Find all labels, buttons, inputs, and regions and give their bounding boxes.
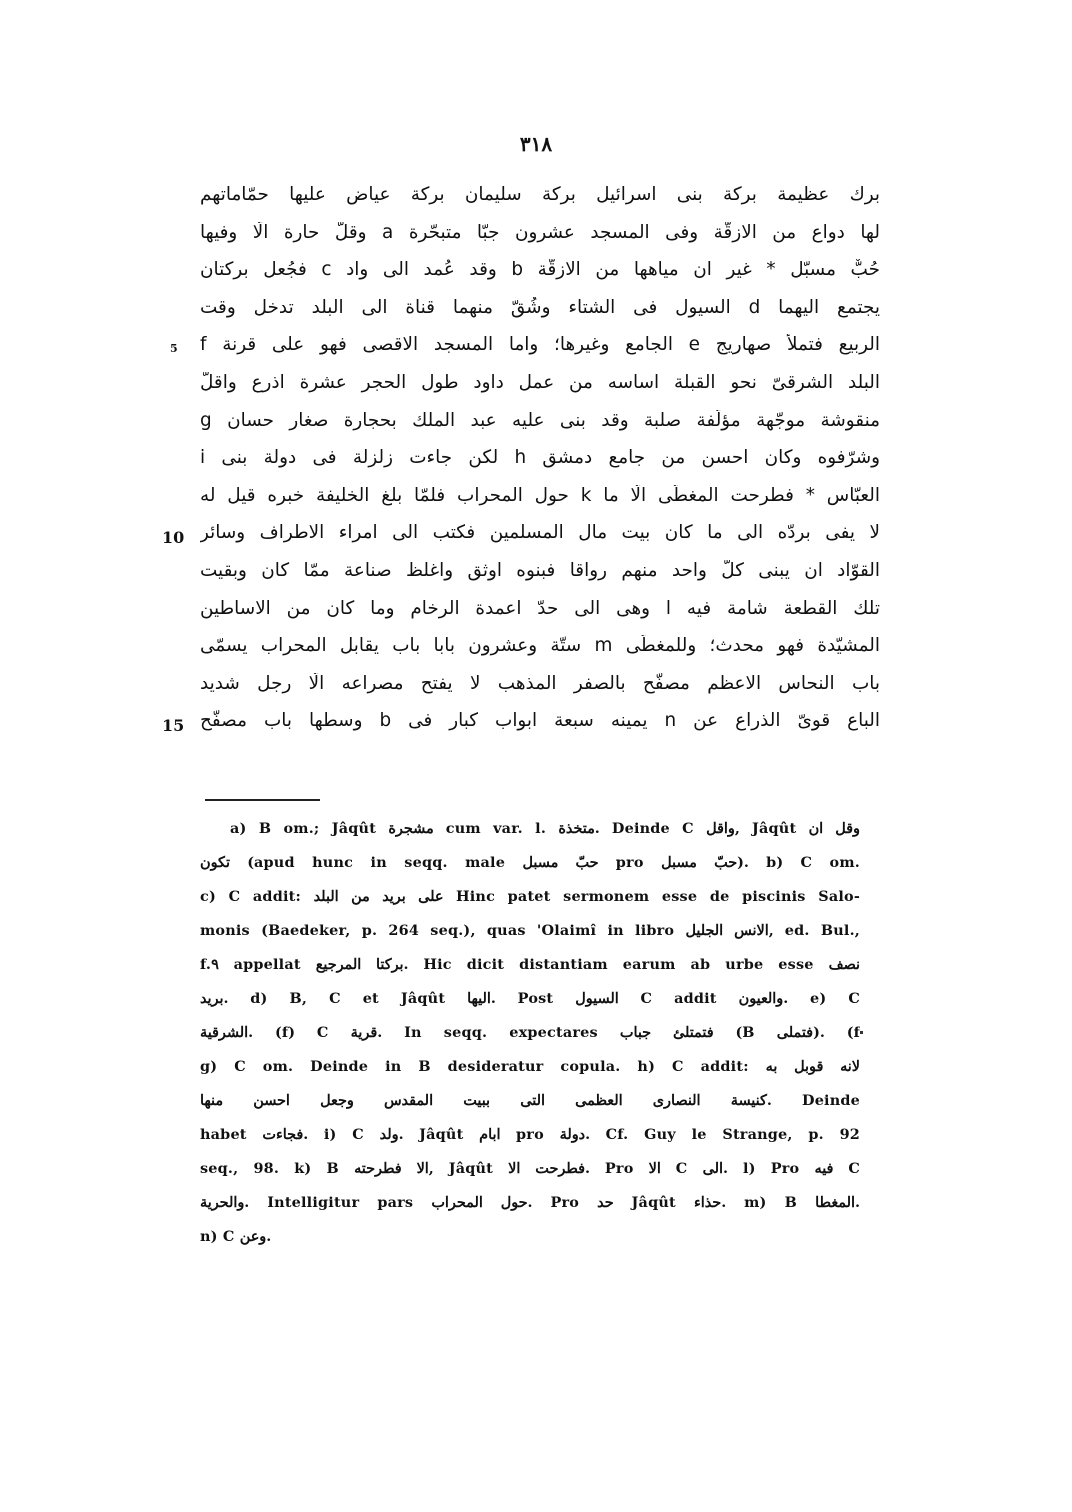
line-text: لا يفى بردّه الى ما كان بيت مال المسلمين فكتب الى امراء الاطراف وسائر — [200, 522, 880, 544]
footnote-line: الشرقية. (f) C قرية. In seqq. expectares فتمتلئ جباب (B فتملى). (f — [200, 1024, 860, 1041]
line-number: 15 — [162, 716, 185, 736]
line-text: البلد الشرقىّ نحو القبلة اساسه من عمل داود طول الحجر عشرة اذرع واقلّ — [200, 371, 880, 393]
footnote-line: تكون (apud hunc in seqq. male حبّ مسبل pro حبّ مسبل). b) C om. — [200, 854, 860, 871]
footnote-line: c) C addit: على بريد من البلد Hinc patet sermonem esse de piscinis Salo- — [200, 888, 860, 905]
footnote-line: habet فجاءت. i) C ولد. Jâqût ابام pro دولة. Cf. Guy le Strange, p. 92 — [200, 1126, 860, 1143]
footnote-line: بريد. d) B, C et Jâqût اليها. Post السيول C addit والعيون. e) C — [200, 990, 860, 1007]
text-line — [200, 556, 880, 594]
text-line — [200, 594, 880, 632]
line-text: برك عظيمة بركة بنى اسرائيل بركة سليمان بركة عياض عليها حمّاماتهم — [200, 184, 880, 205]
text-line — [200, 669, 880, 707]
line-number: 5 — [170, 342, 178, 356]
line-text: باب النحاس الاعظم مصفّح بالصفر المذهب لا يفتح مصراعه الّا رجل شديد — [200, 672, 880, 694]
line-text: لها دواعٍ من الازقّة وفى المسجد عشرون جبّا متبحّرة a وقلّ حارة الّا وفيها — [200, 221, 880, 243]
text-line — [200, 406, 880, 444]
line-text: حُبٌّ مسبّل * غير ان مياهها من الازقّة b وقد عُمد الى واد c فجُعل بركتان — [200, 259, 880, 281]
line-text: وشرّفوه وكان احسن من جامع دمشق h لكن جاءت زلزلة فى دولة بنى i — [200, 447, 880, 469]
footnote-separator-rule — [205, 799, 320, 801]
line-number: 10 — [162, 528, 185, 548]
text-line — [200, 368, 880, 406]
footnote-line: n) C وعن. — [200, 1228, 272, 1245]
line-text: يجتمع اليهما d السيول فى الشتاء وشُقّ منهما قناة الى البلد تدخل وقت — [200, 296, 880, 318]
text-line — [200, 443, 880, 481]
text-line — [200, 631, 880, 669]
line-text: القوّاد ان يبنى كلّ واحد منهم رواقا فبنوه اوثق واغلظ صناعة ممّا كان وبقيت — [200, 559, 880, 581]
footnotes — [200, 820, 860, 1262]
line-text: الربيع فتملأ صهاريج e الجامع وغيرها؛ واما المسجد الاقصى فهو على قرنة f — [200, 334, 880, 356]
line-text: العبّاس * فطرحت المغطّى الّا ما k حول المحراب فلمّا بلغ الخليفة خبره قيل له — [200, 484, 880, 506]
line-text: منقوشة موجّهة مؤلّفة صلبة وقد بنى عليه عبد الملك بحجارة صغار حسان g — [200, 409, 880, 431]
footnote-line: كنيسة النصارى العظمى التى ببيت المقدس وجعل احسن منها. Deinde — [200, 1092, 860, 1109]
text-line — [200, 218, 880, 256]
arabic-body-text — [162, 180, 880, 744]
text-line — [200, 481, 880, 519]
footnote-line: monis (Baedeker, p. 264 seq.), quas 'Olaimî in libro الانس الجليل, ed. Bul., — [200, 922, 860, 939]
footnote-line: a) B om.; Jâqût مشجرة cum var. l. متخذة. Deinde C واقل, Jâqût وقل ان — [230, 820, 860, 837]
line-text: الباع قوىّ الذراع عن n يمينه سبعة ابواب كبار فى b وسطها باب مصفّح — [200, 710, 880, 732]
text-line — [200, 293, 880, 331]
text-line — [200, 255, 880, 293]
text-line — [162, 518, 880, 556]
text-line — [162, 706, 880, 744]
line-text: تلك القطعة شامة فيه l وهى الى حدّ اعمدة الرخام وما كان من الاساطين — [200, 597, 880, 619]
footnote-line: g) C om. Deinde in B desideratur copula. h) C addit: لانه قوبل به — [200, 1058, 860, 1075]
footnote-line: seq., 98. k) B الا فطرحته, Jâqût فطرحت الا. Pro الا C الى. l) Pro فيه C — [200, 1160, 860, 1177]
footnote-line: f.٩ appellat بركتا المرجيع. Hic dicit distantiam earum ab urbe esse نصف — [200, 956, 860, 973]
text-line — [200, 180, 880, 218]
line-text: المشيّدة فهو محدث؛ وللمغطّى m ستّة وعشرون بابا باب يقابل المحراب يسمّى — [200, 635, 880, 657]
margin-dot — [860, 1031, 863, 1034]
page-number: ٣١٨ — [519, 132, 553, 156]
text-line — [170, 330, 880, 368]
footnote-line: والحرية. Intelligitur pars حول المحراب. Pro حد Jâqût حذاء. m) B المغطا. — [200, 1194, 860, 1211]
